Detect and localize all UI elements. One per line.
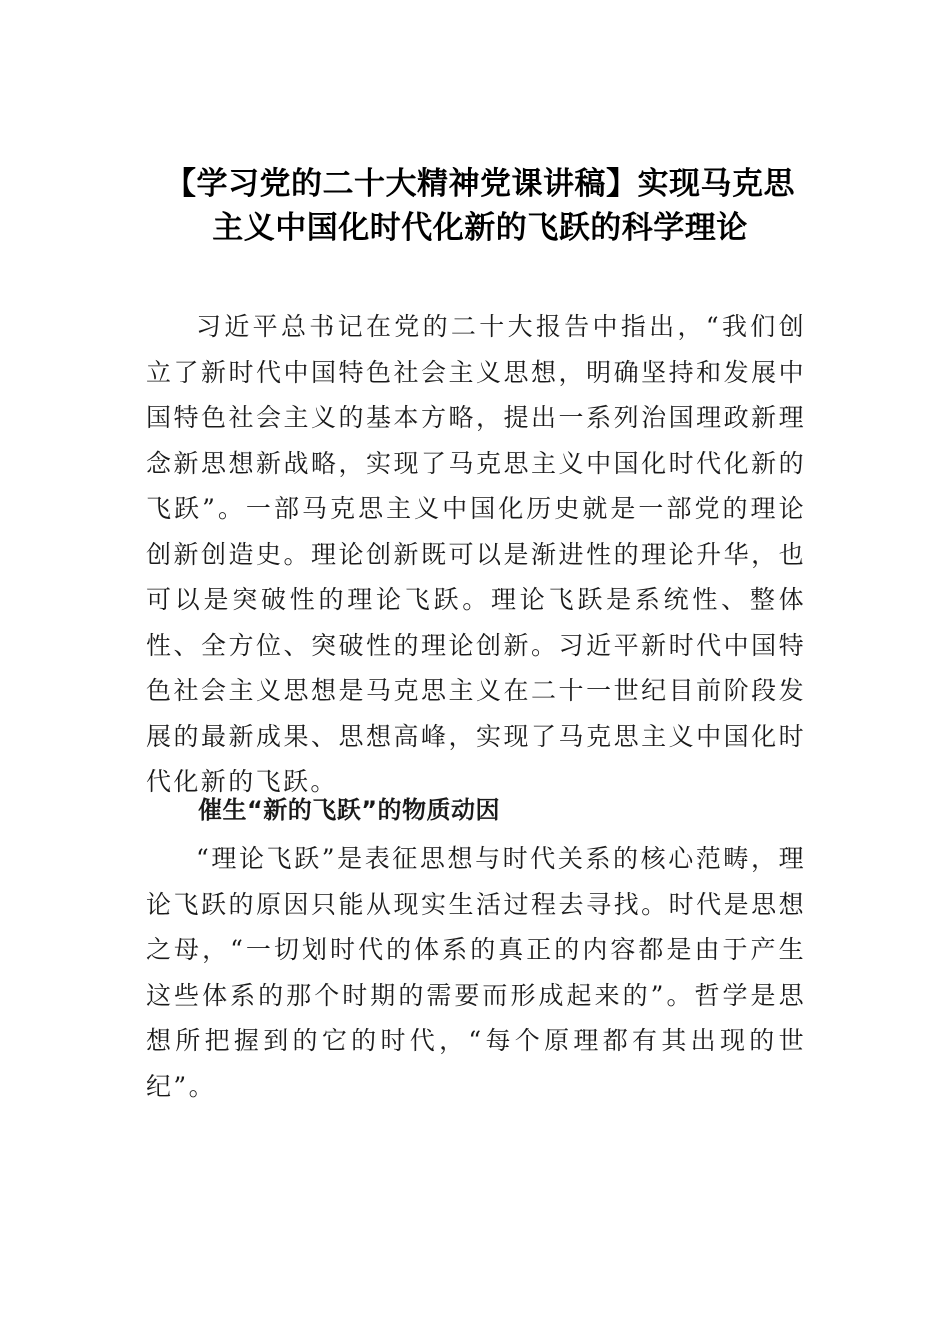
document-title: 【学习党的二十大精神党课讲稿】实现马克思主义中国化时代化新的飞跃的科学理论 <box>165 166 795 246</box>
body-paragraph: 习近平总书记在党的二十大报告中指出，“我们创立了新时代中国特色社会主义思想，明确坚持和发展中国特色社会主义的基本方略，提出一系列治国理政新理念新思想新战略，实现了马克思主义中国化时代化新的飞跃”。一部马克思主义中国化历史就是一部党的理论创新创造史。理论创新既可以是渐进性的理论升华，也可以是突破性的理论飞跃。理论飞跃是系统性、整体性、全方位、突破性的理论创新。习近平新时代中国特色社会主义思想是马克思主义在二十一世纪目前阶段发展的最新成果、思想高峰，实现了马克思主义中国化时代化新的飞跃。 <box>146 312 806 796</box>
section-heading: 催生“新的飞跃”的物质动因 <box>198 796 501 824</box>
body-paragraph: “理论飞跃”是表征思想与时代关系的核心范畴，理论飞跃的原因只能从现实生活过程去寻找。时代是思想之母，“一切划时代的体系的真正的内容都是由于产生这些体系的那个时期的需要而形成起来的”。哲学是思想所把握到的它的时代，“每个原理都有其出现的世纪”。 <box>146 844 806 1101</box>
